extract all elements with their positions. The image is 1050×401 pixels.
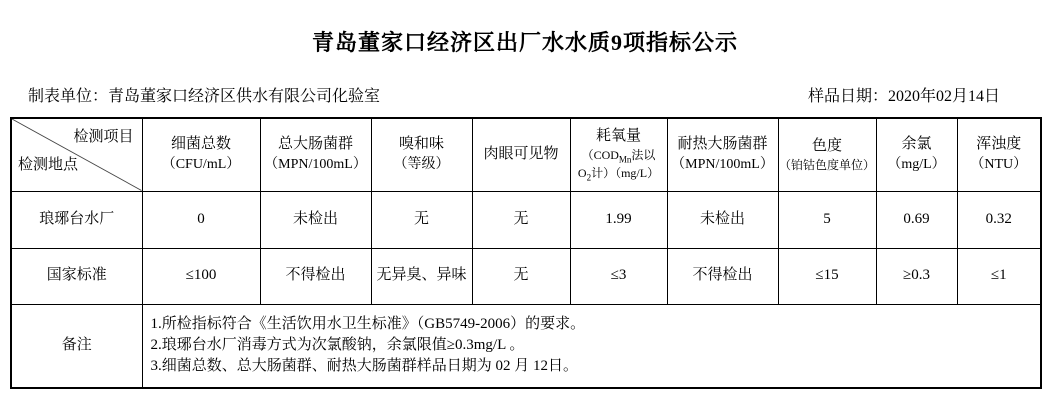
col-header-bacteria-total: 细菌总数 （CFU/mL） [142, 118, 260, 191]
remarks-row [11, 304, 1041, 388]
table-row-national-standard [11, 248, 1041, 304]
standard-total-coliform: 不得检出 [260, 248, 371, 304]
value-turbidity: 0.32 [957, 191, 1041, 248]
remarks-content [142, 304, 1041, 388]
corner-label-test-item: 检测项目 [73, 129, 134, 145]
standard-visible-matter: 无 [472, 248, 570, 304]
corner-cell [11, 118, 142, 191]
standard-residual-chlorine: ≥0.3 [876, 248, 957, 304]
water-quality-table [10, 117, 1042, 389]
value-visible-matter: 无 [472, 191, 570, 248]
remark-line-1: 1.所检指标符合《生活饮用水卫生标准》（GB5749-2006）的要求。 [150, 316, 586, 333]
value-chroma: 5 [778, 191, 876, 248]
value-odor-taste: 无 [371, 191, 472, 248]
col-header-total-coliform: 总大肠菌群 （MPN/100mL） [260, 118, 371, 191]
header-row [11, 118, 1041, 191]
col-header-turbidity: 浑浊度 （NTU） [957, 118, 1041, 191]
standard-thermotolerant-coliform: 不得检出 [667, 248, 778, 304]
table-row-langyatai-plant [11, 191, 1041, 248]
row-label-national-standard: 国家标准 [11, 248, 142, 304]
value-total-coliform: 未检出 [260, 191, 371, 248]
col-header-residual-chlorine: 余氯 （mg/L） [876, 118, 957, 191]
value-oxygen-consumption: 1.99 [570, 191, 667, 248]
remark-line-3: 3.细菌总数、总大肠菌群、耐热大肠菌群样品日期为 02 月 12日。 [150, 358, 579, 375]
prepared-by-label: 制表单位：青岛董家口经济区供水有限公司化验室 [28, 88, 381, 105]
sample-date-label: 样品日期：2020年02月14日 [807, 88, 1000, 105]
row-label-langyatai: 琅琊台水厂 [11, 191, 142, 248]
remark-line-2: 2.琅琊台水厂消毒方式为次氯酸钠，余氯限值≥0.3mg/L 。 [150, 337, 525, 354]
standard-odor-taste: 无异臭、异味 [371, 248, 472, 304]
standard-chroma: ≤15 [778, 248, 876, 304]
value-thermotolerant-coliform: 未检出 [667, 191, 778, 248]
o2-subscript: 2 [586, 172, 592, 183]
col-header-chroma: 色度 （铂钴色度单位） [778, 118, 876, 191]
meta-row [0, 83, 1050, 106]
remarks-label: 备注 [11, 304, 142, 388]
cod-mn-subscript: Mn [618, 153, 632, 164]
standard-bacteria-total: ≤100 [142, 248, 260, 304]
col-header-thermotolerant-coliform: 耐热大肠菌群 （MPN/100mL） [667, 118, 778, 191]
corner-label-test-location: 检测地点 [18, 156, 79, 173]
value-bacteria-total: 0 [142, 191, 260, 248]
col-header-oxygen-consumption: 耗氧量 （$COD_{Mn}$法以 $O_2$计）（mg/L） [570, 118, 667, 191]
page-title: 青岛董家口经济区出厂水水质9项指标公示 [311, 30, 738, 55]
col-header-visible-matter: 肉眼可见物 [472, 118, 570, 191]
value-residual-chlorine: 0.69 [876, 191, 957, 248]
col-header-odor-taste: 嗅和味 （等级） [371, 118, 472, 191]
standard-oxygen-consumption: ≤3 [570, 248, 667, 304]
standard-turbidity: ≤1 [957, 248, 1041, 304]
